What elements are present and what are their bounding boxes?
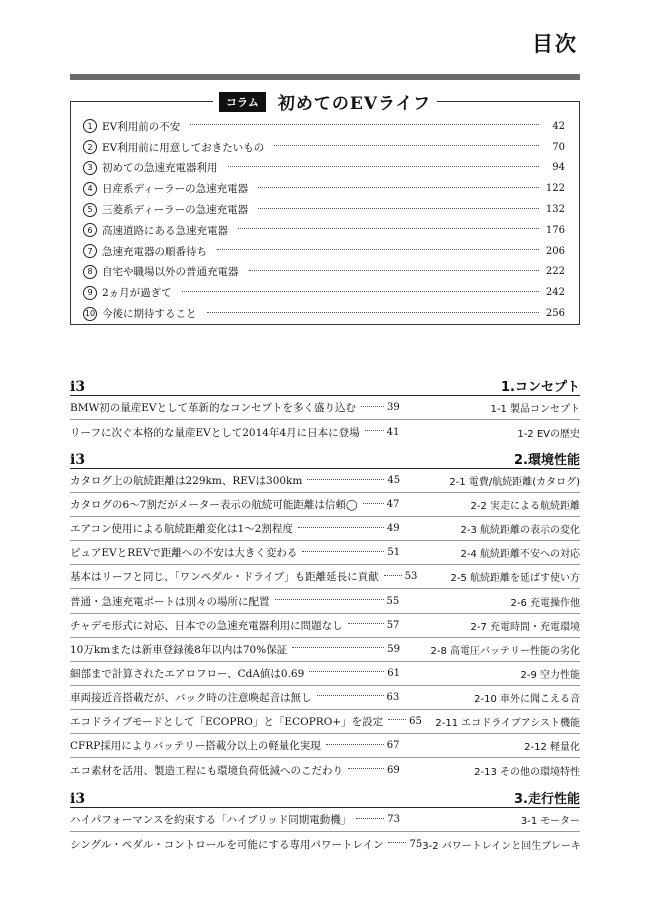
- column-item-page: 176: [545, 224, 565, 236]
- leader-dots: [292, 647, 384, 648]
- toc-row-page: 67: [386, 740, 400, 752]
- toc-row-label: 2-12 軽量化: [524, 742, 580, 754]
- column-box: [70, 94, 580, 325]
- column-item-title: 初めての急速充電器利用: [102, 162, 218, 175]
- toc-row-label: 2-13 その他の環境特性: [474, 766, 580, 778]
- toc-row[interactable]: [70, 396, 580, 420]
- toc-row-text: BMW初の量産EVとして革新的なコンセプトを多く盛り込む: [70, 402, 357, 415]
- circled-number: 6: [83, 223, 97, 237]
- toc-row-page: 57: [386, 619, 400, 631]
- toc-row-text: 細部まで計算されたエアロフロー、CdA値は0.69: [70, 667, 305, 680]
- section-driving: [70, 790, 580, 856]
- column-item-title: 高速道路にある急速充電器: [102, 224, 228, 237]
- circled-number: 7: [83, 244, 97, 258]
- toc-row-page: 41: [386, 426, 400, 438]
- toc-row[interactable]: [70, 469, 580, 493]
- section-rows: [70, 469, 580, 782]
- column-item-page: 222: [545, 266, 565, 278]
- toc-row-text: 普通・急速充電ポートは別々の場所に配置: [70, 595, 270, 608]
- section-model: i3: [70, 379, 86, 395]
- toc-row-page: 69: [387, 764, 400, 776]
- toc-row[interactable]: [70, 710, 580, 734]
- column-item-page: 256: [545, 308, 565, 320]
- column-item-page: 42: [552, 120, 565, 132]
- section-header: [70, 790, 580, 808]
- toc-row-text: チャデモ形式に対応、日本での急速充電器利用に問題なし: [70, 619, 343, 632]
- circled-number: 10: [83, 307, 97, 321]
- column-item-page: 94: [552, 162, 565, 174]
- column-item-title: EV利用前に用意しておきたいもの: [102, 141, 265, 154]
- toc-row-label: 2-9 空力性能: [520, 669, 580, 681]
- section-model: i3: [70, 452, 86, 468]
- circled-number: 1: [83, 119, 97, 133]
- column-list: [83, 116, 565, 324]
- toc-row-text: カタログ上の航続距離は229km、REVは300km: [70, 475, 303, 488]
- toc-row-page: 65: [409, 715, 422, 727]
- circled-number: 9: [83, 286, 97, 300]
- toc-row-page: 39: [387, 402, 400, 414]
- toc-row-text: 基本はリーフと同じ、「ワンペダル・ドライブ」も距離延長に貢献: [70, 571, 379, 584]
- column-item-page: 132: [545, 204, 565, 216]
- leader-dots: [302, 551, 384, 552]
- column-item[interactable]: [83, 282, 565, 303]
- toc-row[interactable]: [70, 493, 580, 517]
- column-title: 初めてのEVライフ: [277, 94, 432, 114]
- toc-row-label: 1-1 製品コンセプト: [490, 404, 580, 416]
- leader-dots: [326, 744, 384, 745]
- column-item[interactable]: [83, 158, 565, 179]
- toc-row-page: 63: [386, 691, 400, 703]
- toc-row[interactable]: [70, 614, 580, 638]
- section-rows: [70, 808, 580, 856]
- toc-row[interactable]: [70, 589, 580, 613]
- column-item-title: EV利用前の不安: [102, 120, 181, 133]
- leader-dots: [384, 575, 402, 576]
- column-item-page: 70: [552, 141, 565, 153]
- toc-row-text: 車両接近音搭載だが、バック時の注意喚起音は無し: [70, 691, 312, 704]
- leader-dots: [274, 145, 539, 146]
- column-item-page: 122: [545, 183, 565, 195]
- circled-number: 5: [83, 203, 97, 217]
- leader-dots: [388, 842, 406, 843]
- leader-dots: [207, 312, 540, 313]
- toc-row-page: 75: [409, 838, 423, 850]
- leader-dots: [388, 719, 406, 720]
- toc-row[interactable]: [70, 662, 580, 686]
- column-item[interactable]: [83, 220, 565, 241]
- leader-dots: [363, 503, 384, 504]
- toc-row-text: カタログの6〜7割だがメーター表示の航続可能距離は信頼◯: [70, 499, 358, 512]
- leader-dots: [348, 623, 384, 624]
- toc-row-text: ハイパフォーマンスを約束する「ハイブリッド同期電動機」: [70, 814, 352, 827]
- toc-row[interactable]: [70, 517, 580, 541]
- circled-number: 2: [83, 140, 97, 154]
- page-title: 目次: [532, 31, 578, 56]
- column-item[interactable]: [83, 303, 565, 324]
- toc-row[interactable]: [70, 734, 580, 758]
- circled-number: 3: [83, 161, 97, 175]
- column-item-page: 242: [545, 287, 565, 299]
- column-item[interactable]: [83, 116, 565, 137]
- toc-row[interactable]: [70, 565, 580, 589]
- toc-row-text: リーフに次ぐ本格的な量産EVとして2014年4月に日本に登場: [70, 426, 360, 439]
- toc-row[interactable]: [70, 686, 580, 710]
- column-header: [71, 89, 579, 114]
- toc-row-label: 3-1 モーター: [520, 816, 580, 828]
- toc-row-label: 2-6 充電操作他: [510, 597, 580, 609]
- leader-dots: [317, 695, 384, 696]
- column-item-title: 今後に期待すること: [102, 308, 197, 321]
- section-header: [70, 451, 580, 469]
- toc-row-page: 51: [387, 547, 401, 559]
- toc-row-label: 2-1 電費/航続距離(カタログ): [449, 477, 580, 489]
- leader-dots: [249, 270, 540, 271]
- toc-row-label: 3-2 パワートレインと回生ブレーキ: [422, 840, 581, 852]
- column-tag: コラム: [219, 92, 266, 112]
- leader-dots: [298, 527, 384, 528]
- column-item[interactable]: [83, 178, 565, 199]
- toc-row-label: 2-7 充電時間・充電環境: [470, 621, 580, 633]
- toc-row-page: 61: [387, 667, 401, 679]
- leader-dots: [365, 430, 384, 431]
- toc-row-page: 55: [386, 595, 400, 607]
- toc-row-page: 59: [387, 643, 400, 655]
- column-item-title: 急速充電器の順番待ち: [102, 245, 207, 258]
- leader-dots: [238, 228, 539, 229]
- toc-row-label: 2-8 高電圧バッテリー性能の劣化: [430, 645, 580, 657]
- section-model: i3: [70, 791, 86, 807]
- toc-row-page: 73: [387, 814, 401, 826]
- toc-row-label: 2-5 航続距離を延ばす使い方: [450, 573, 580, 585]
- toc-row-text: エコ素材を活用、製造工程にも環境負荷低減へのこだわり: [70, 764, 343, 777]
- toc-row-text: CFRP採用によりバッテリー搭載分以上の軽量化実現: [70, 740, 321, 753]
- leader-dots: [258, 208, 539, 209]
- leader-dots: [348, 768, 384, 769]
- column-item-title: 三菱系ディーラーの急速充電器: [102, 204, 249, 217]
- toc-row[interactable]: [70, 758, 580, 782]
- column-item-page: 206: [545, 245, 565, 257]
- leader-dots: [190, 124, 539, 125]
- section-rows: [70, 396, 580, 444]
- toc-row-label: 2-2 実走による航続距離: [470, 501, 580, 513]
- column-item-title: 日産系ディーラーの急速充電器: [102, 183, 249, 196]
- toc-row[interactable]: [70, 832, 580, 856]
- toc-row[interactable]: [70, 638, 580, 662]
- toc-row-page: 47: [386, 499, 400, 511]
- leader-dots: [228, 166, 540, 167]
- column-item[interactable]: [83, 137, 565, 158]
- section-title: 3.走行性能: [514, 792, 580, 807]
- toc-row-text: エコドライブモードとして「ECOPRO」と「ECOPRO+」を設定: [70, 715, 384, 728]
- column-item-title: 自宅や職場以外の普通充電器: [102, 266, 239, 279]
- toc-row-page: 45: [387, 475, 401, 487]
- section-header: [70, 378, 580, 396]
- leader-dots: [182, 291, 539, 292]
- toc-row[interactable]: [70, 541, 580, 565]
- toc-row-label: 2-11 エコドライブアシスト機能: [435, 717, 580, 729]
- toc-row-text: シングル・ペダル・コントロールを可能にする専用パワートレイン: [70, 838, 384, 851]
- toc-row-label: 1-2 EVの歴史: [517, 428, 580, 440]
- section-title: 2.環境性能: [514, 453, 580, 468]
- toc-row-label: 2-3 航続距離の表示の変化: [460, 525, 580, 537]
- circled-number: 4: [83, 182, 97, 196]
- toc-row-page: 53: [404, 571, 418, 583]
- toc-row[interactable]: [70, 420, 580, 444]
- toc-row-text: 10万kmまたは新車登録後8年以内は70%保証: [70, 643, 288, 656]
- leader-dots: [361, 406, 384, 407]
- toc-row-text: エアコン使用による航続距離変化は1〜2割程度: [70, 523, 293, 536]
- section-concept: [70, 378, 580, 444]
- title-rule: [70, 74, 580, 80]
- section-environment: [70, 451, 580, 782]
- leader-dots: [258, 187, 539, 188]
- circled-number: 8: [83, 265, 97, 279]
- column-item[interactable]: [83, 199, 565, 220]
- column-item[interactable]: [83, 241, 565, 262]
- toc-row-label: 2-4 航続距離不安への対応: [460, 549, 580, 561]
- leader-dots: [275, 599, 384, 600]
- toc-row-page: 49: [386, 523, 400, 535]
- leader-dots: [309, 671, 384, 672]
- toc-row-text: ピュアEVとREVで距離への不安は大きく変わる: [70, 547, 298, 560]
- section-title: 1.コンセプト: [501, 380, 580, 395]
- leader-dots: [217, 249, 539, 250]
- leader-dots: [356, 818, 384, 819]
- toc-row-label: 2-10 車外に聞こえる音: [474, 693, 580, 705]
- column-item-title: 2ヵ月が過ぎて: [102, 287, 172, 300]
- column-item[interactable]: [83, 262, 565, 283]
- leader-dots: [307, 479, 384, 480]
- toc-row[interactable]: [70, 808, 580, 832]
